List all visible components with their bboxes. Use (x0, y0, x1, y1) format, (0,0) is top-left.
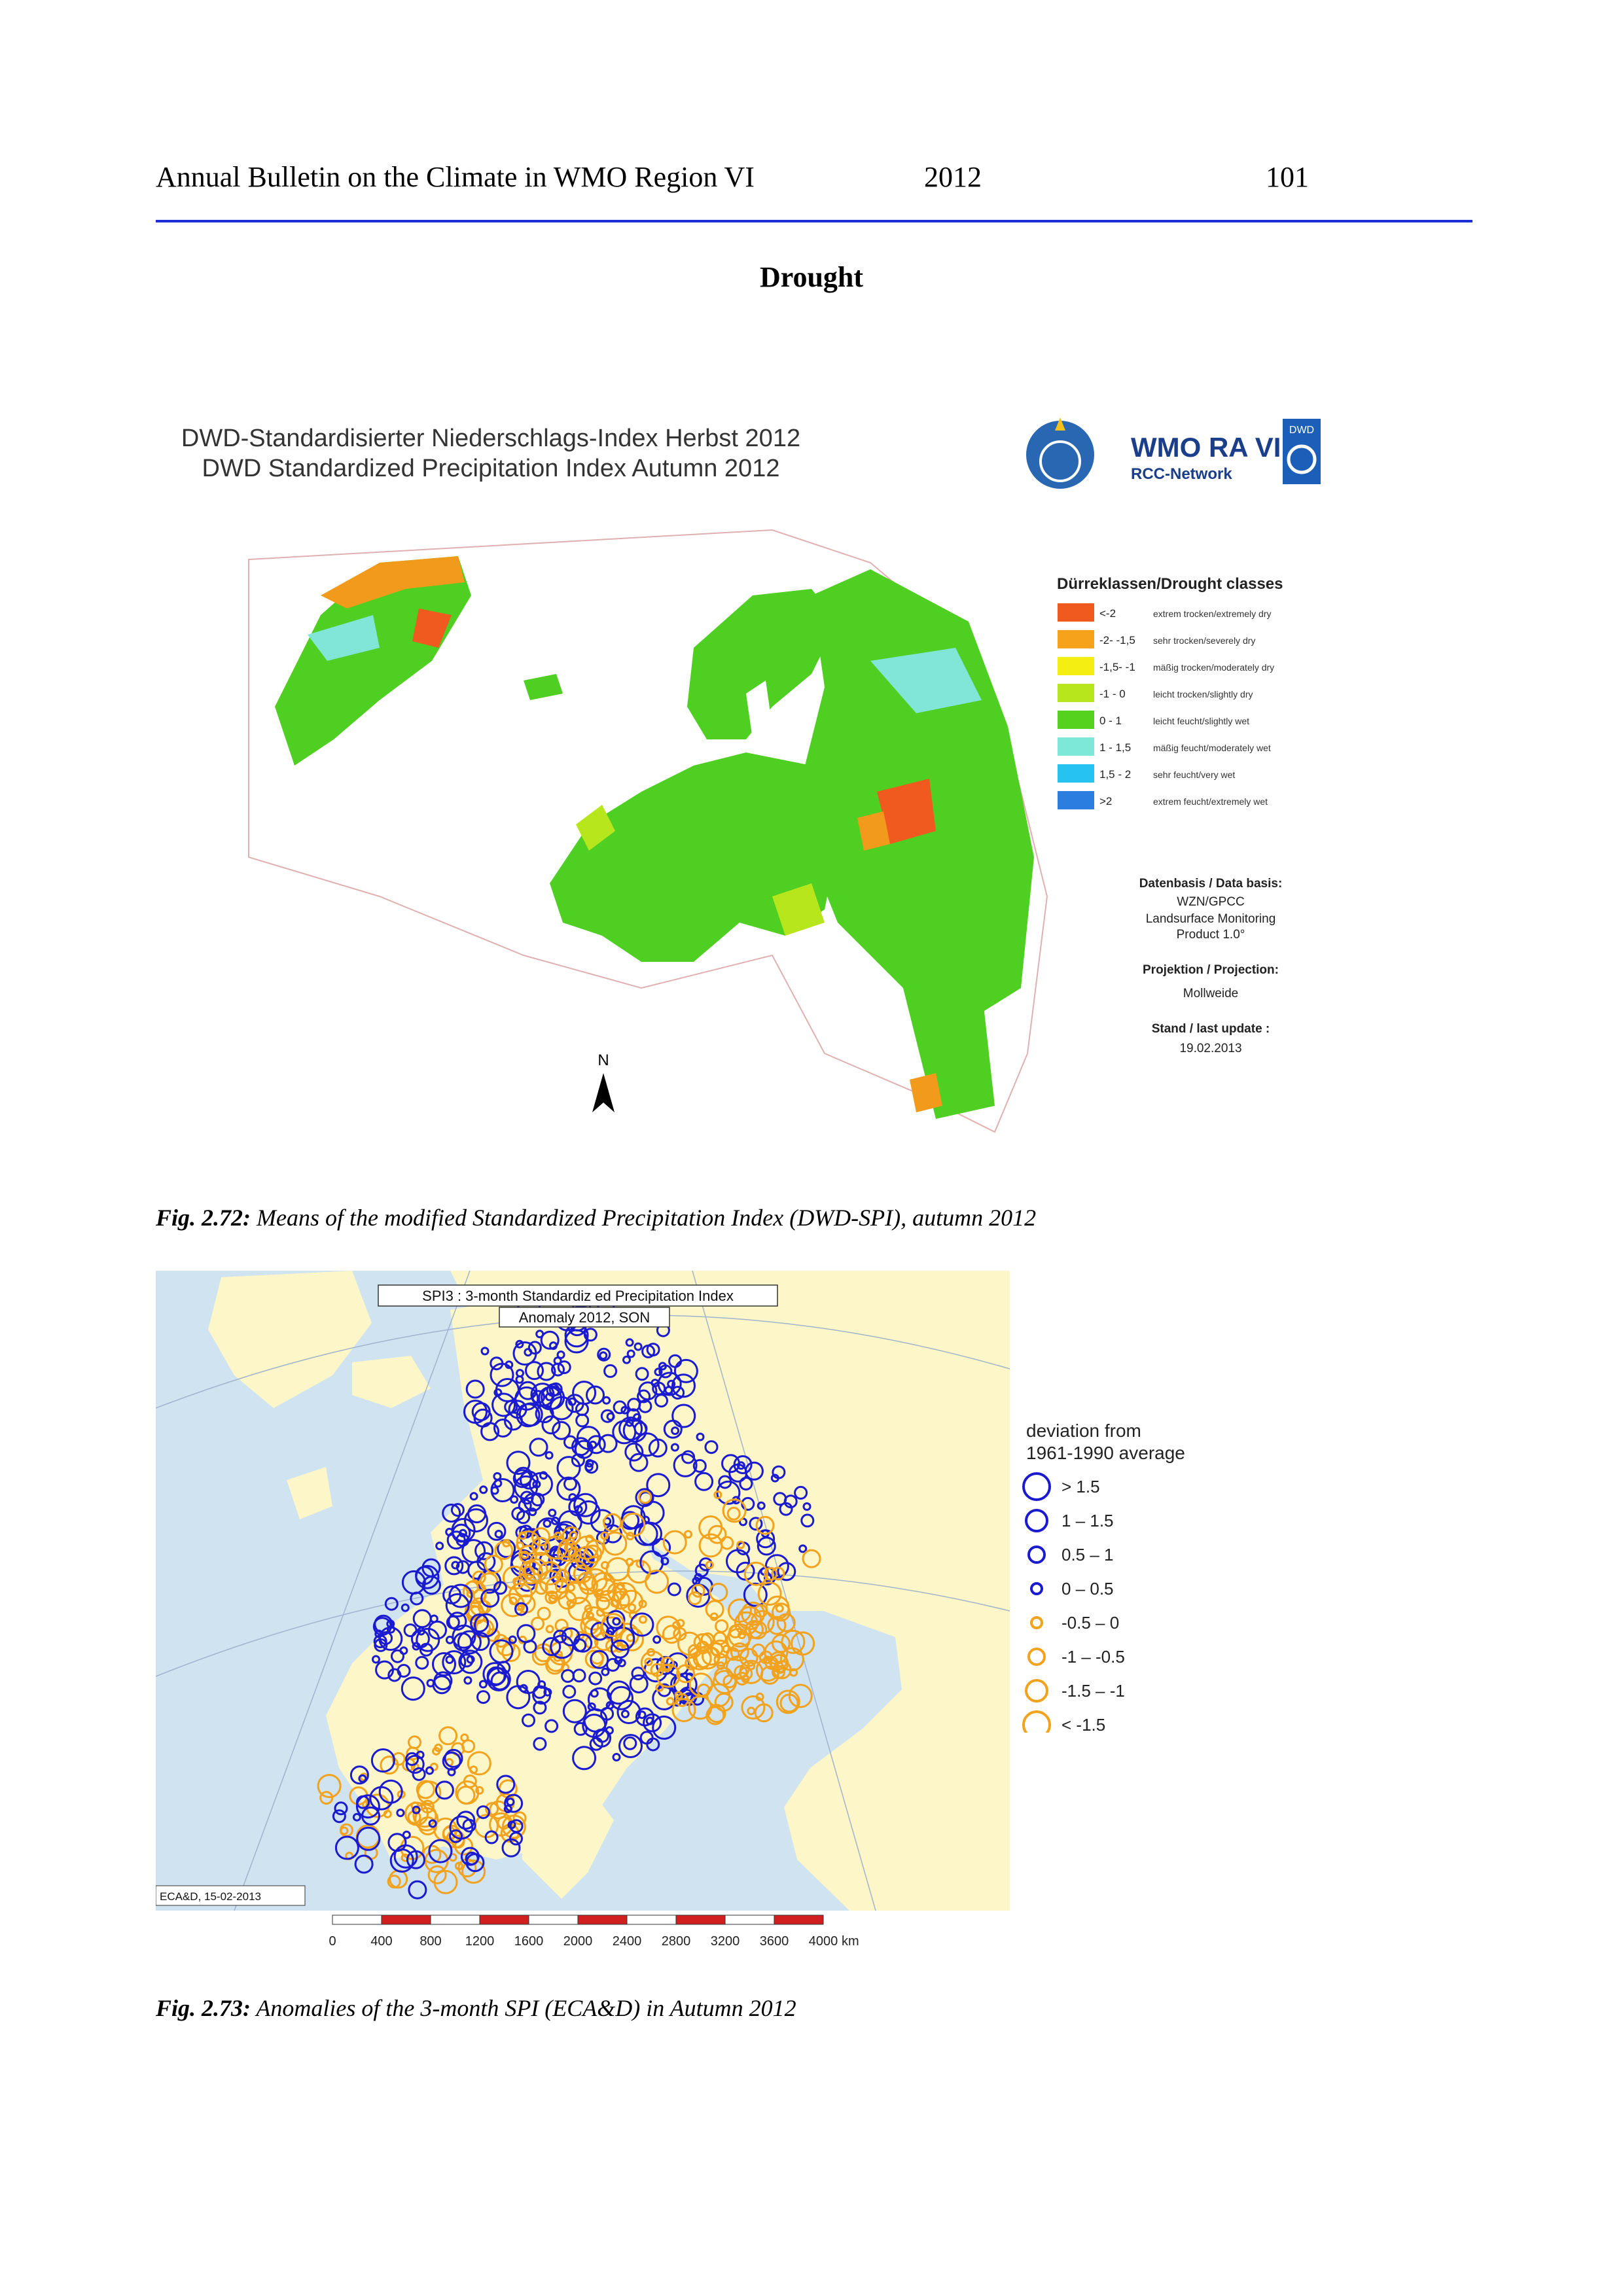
figure2-caption (156, 1994, 796, 2022)
legend-range: > 1.5 (1061, 1477, 1100, 1496)
wmo-logo (1026, 417, 1321, 489)
scale-tick: 4000 (808, 1934, 838, 1949)
map2-legend (1021, 1471, 1230, 1733)
scale-tick: 0 (329, 1934, 336, 1949)
scale-tick: 1600 (514, 1934, 544, 1949)
projection-label: Projektion / Projection: (1143, 963, 1279, 977)
legend-circle (1029, 1547, 1044, 1563)
legend-class-label: extrem feucht/extremely wet (1153, 796, 1268, 807)
legend-class-label: leicht trocken/slightly dry (1153, 689, 1253, 699)
legend-range: -1.5 – -1 (1061, 1681, 1125, 1701)
data-basis-label: Datenbasis / Data basis: (1139, 877, 1283, 891)
figure1-caption (156, 1204, 1036, 1231)
dwd-badge: DWD (1289, 425, 1315, 436)
legend-circle (1024, 1712, 1050, 1733)
scale-unit: km (842, 1934, 859, 1949)
legend-range: -0.5 – 0 (1061, 1613, 1120, 1633)
scale-tick: 2800 (661, 1934, 691, 1949)
scale-segment (332, 1915, 382, 1924)
map2-legend-title-line: 1961-1990 average (1026, 1443, 1185, 1463)
drought-legend (1058, 603, 1274, 809)
scale-tick: 400 (370, 1934, 393, 1949)
scale-tick: 3600 (759, 1934, 789, 1949)
legend-circle (1031, 1617, 1042, 1628)
scale-segment (774, 1915, 823, 1924)
data-basis-line: Product 1.0° (1176, 928, 1245, 942)
figure1-caption-label: Fig. 2.72: (156, 1205, 251, 1231)
figure2-caption-label: Fig. 2.73: (156, 1995, 251, 2021)
legend-title: Dürreklassen/Drought classes (1057, 575, 1283, 593)
legend-swatch (1058, 711, 1094, 729)
section-title: Drought (759, 261, 864, 293)
legend-range: <-2 (1099, 607, 1116, 620)
scale-segment (627, 1915, 676, 1924)
legend-swatch (1058, 603, 1094, 622)
logo-subtext: RCC-Network (1131, 465, 1232, 483)
legend-range: >2 (1099, 795, 1113, 807)
bulletin-title: Annual Bulletin on the Climate in WMO Region VI (156, 161, 755, 193)
figure1-caption-text: Means of the modified Standardized Precipitation Index (DWD-SPI), autumn 2012 (251, 1205, 1037, 1231)
map2-title-line1: SPI3 : 3-month Standardiz ed Precipitation Index (422, 1288, 734, 1304)
update-label: Stand / last update : (1151, 1022, 1270, 1036)
legend-range: -1 – -0.5 (1061, 1647, 1125, 1667)
scale-segment (529, 1915, 578, 1924)
scale-bar (156, 1914, 1010, 1953)
legend-range: < -1.5 (1061, 1715, 1106, 1733)
scale-segment (676, 1915, 725, 1924)
legend-range: -1 - 0 (1099, 688, 1126, 700)
scale-segment (578, 1915, 627, 1924)
legend-class-label: sehr feucht/very wet (1153, 769, 1236, 780)
legend-range: 0 – 0.5 (1061, 1579, 1114, 1598)
dwd-spi-map (183, 399, 1407, 1145)
legend-class-label: extrem trocken/extremely dry (1153, 609, 1272, 619)
legend-class-label: sehr trocken/severely dry (1153, 635, 1256, 646)
legend-swatch (1058, 737, 1094, 756)
north-label: N (597, 1051, 609, 1069)
scale-tick: 2400 (612, 1934, 642, 1949)
figure2-caption-text: Anomalies of the 3-month SPI (ECA&D) in Autumn 2012 (251, 1995, 796, 2021)
legend-range: 1 – 1.5 (1061, 1511, 1114, 1530)
legend-class-label: mäßig trocken/moderately dry (1153, 662, 1275, 673)
scale-tick: 800 (419, 1934, 442, 1949)
legend-circle (1026, 1510, 1047, 1531)
legend-circle (1026, 1680, 1047, 1701)
data-basis-line: Landsurface Monitoring (1145, 912, 1276, 926)
legend-swatch (1058, 684, 1094, 702)
map2-legend-title-line: deviation from (1026, 1421, 1141, 1441)
map-title-de: DWD-Standardisierter Niederschlags-Index Herbst 2012 (183, 425, 801, 452)
legend-swatch (1058, 630, 1094, 648)
scale-segment (382, 1915, 431, 1924)
legend-range: 0.5 – 1 (1061, 1545, 1114, 1564)
legend-range: 0 - 1 (1099, 715, 1122, 727)
scale-segment (725, 1915, 774, 1924)
legend-swatch (1058, 764, 1094, 783)
figure-ecad-spi3 (156, 1271, 1010, 1911)
ecad-spi3-map (156, 1271, 1010, 1911)
legend-circle (1024, 1474, 1050, 1500)
legend-circle (1029, 1649, 1044, 1665)
update-value: 19.02.2013 (1179, 1042, 1242, 1055)
scale-tick: 2000 (563, 1934, 593, 1949)
map2-title-line2: Anomaly 2012, SON (518, 1309, 651, 1326)
legend-range: -2- -1,5 (1099, 634, 1135, 646)
north-arrow (592, 1051, 615, 1112)
map2-legend-title (1026, 1420, 1185, 1464)
page-number: 101 (1266, 161, 1309, 193)
map2-credit: ECA&D, 15-02-2013 (160, 1890, 261, 1903)
legend-swatch (1058, 657, 1094, 675)
projection-value: Mollweide (1183, 987, 1239, 1000)
logo-text: WMO RA VI (1131, 432, 1281, 463)
data-basis-line: WZN/GPCC (1177, 895, 1245, 909)
header-year: 2012 (924, 161, 982, 193)
scale-tick: 1200 (465, 1934, 495, 1949)
legend-range: 1 - 1,5 (1099, 741, 1132, 754)
header-rule (156, 220, 1472, 222)
legend-swatch (1058, 791, 1094, 809)
legend-class-label: mäßig feucht/moderately wet (1153, 743, 1271, 753)
scale-tick: 3200 (710, 1934, 740, 1949)
legend-range: -1,5- -1 (1099, 661, 1135, 673)
map-title-en: DWD Standardized Precipitation Index Autumn 2012 (202, 455, 780, 482)
legend-circle (1031, 1583, 1042, 1594)
figure-dwd-spi (183, 399, 1407, 1145)
legend-range: 1,5 - 2 (1099, 768, 1132, 781)
scale-segment (480, 1915, 529, 1924)
scale-segment (431, 1915, 480, 1924)
legend-class-label: leicht feucht/slightly wet (1153, 716, 1250, 726)
